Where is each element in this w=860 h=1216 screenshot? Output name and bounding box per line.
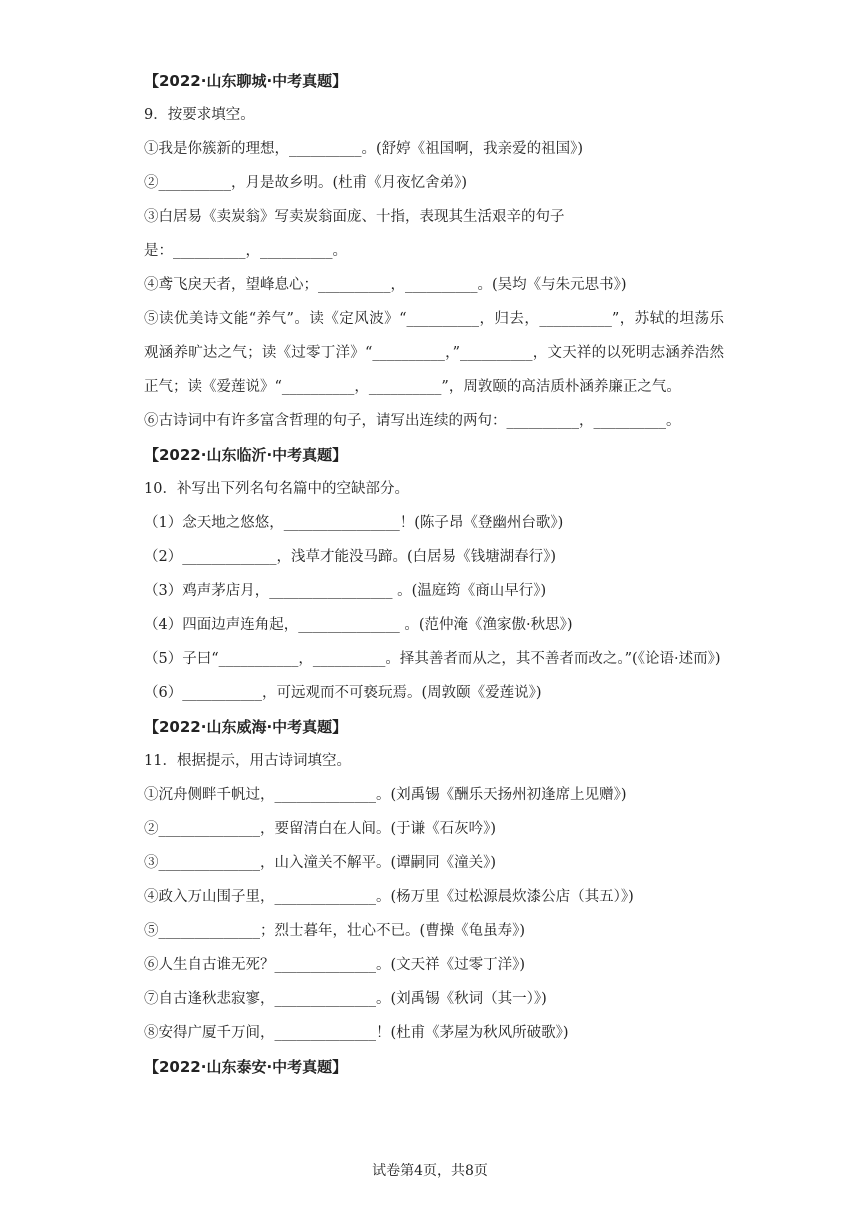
question-line: 是：__________，__________。 <box>144 243 347 259</box>
question-line: ⑤______________；烈士暮年，壮心不已。(曹操《龟虽寿》) <box>144 923 526 939</box>
section-heading: 【2022·山东威海·中考真题】 <box>144 718 348 736</box>
question-line: （6）___________，可远观而不可亵玩焉。(周敦颐《爱莲说》) <box>144 685 542 701</box>
question-line: （4）四面边声连角起，______________ 。(范仲淹《渔家傲·秋思》) <box>144 617 573 633</box>
question-line: （3）鸡声茅店月，_________________ 。(温庭筠《商山早行》) <box>144 583 547 599</box>
question-line: （1）念天地之悠悠，________________！(陈子昂《登幽州台歌》) <box>144 515 564 531</box>
section-heading: 【2022·山东泰安·中考真题】 <box>144 1058 348 1076</box>
question-line: ②__________，月是故乡明。(杜甫《月夜忆舍弟》) <box>144 175 468 191</box>
question-line: ⑧安得广厦千万间，______________！(杜甫《茅屋为秋风所破歌》) <box>144 1025 569 1041</box>
question-paragraph: （5）子曰“___________，__________。择其善者而从之，其不善者而改之。”(《论语·述而》) <box>144 651 721 667</box>
question-line: ③白居易《卖炭翁》写卖炭翁面庞、十指，表现其生活艰辛的句子 <box>144 209 565 225</box>
question-line: ②______________，要留清白在人间。(于谦《石灰吟》) <box>144 821 497 837</box>
question-line: ①沉舟侧畔千帆过，______________。(刘禹锡《酬乐天扬州初逢席上见赠》) <box>144 787 627 803</box>
question-paragraph: ⑤读优美诗文能“养气”。读《定风波》“__________，归去，__________”，苏轼的坦荡乐观涵养旷达之气；读《过零丁洋》“__________，”__________，文天祥的以死明志涵养浩然正气；读《爱莲说》“__________，__________”，周敦颐的高洁质朴涵养廉正之气。 <box>144 311 724 395</box>
question-line: ①我是你簇新的理想，__________。(舒婷《祖国啊，我亲爱的祖国》) <box>144 141 584 157</box>
question-line: ⑦自古逢秋悲寂寥，______________。(刘禹锡《秋词（其一）》) <box>144 991 547 1007</box>
page-content <box>144 64 724 1084</box>
page-footer: 试卷第4页，共8页 <box>372 1163 488 1179</box>
question-line: ③______________，山入潼关不解平。(谭嗣同《潼关》) <box>144 855 497 871</box>
question-title: 9．按要求填空。 <box>144 107 255 123</box>
question-title: 11．根据提示，用古诗词填空。 <box>144 753 351 769</box>
question-title: 10．补写出下列名句名篇中的空缺部分。 <box>144 481 409 497</box>
question-line: （2）_____________，浅草才能没马蹄。(白居易《钱塘湖春行》) <box>144 549 557 565</box>
section-heading: 【2022·山东临沂·中考真题】 <box>144 446 348 464</box>
question-line: ⑥人生自古谁无死？______________。(文天祥《过零丁洋》) <box>144 957 526 973</box>
question-line: ⑥古诗词中有许多富含哲理的句子，请写出连续的两句：__________，__________。 <box>144 413 681 429</box>
question-line: ④鸢飞戾天者，望峰息心；__________，__________。(吴均《与朱元思书》) <box>144 277 627 293</box>
section-heading: 【2022·山东聊城·中考真题】 <box>144 72 348 90</box>
question-line: ④政入万山围子里，______________。(杨万里《过松源晨炊漆公店（其五）》) <box>144 889 634 905</box>
